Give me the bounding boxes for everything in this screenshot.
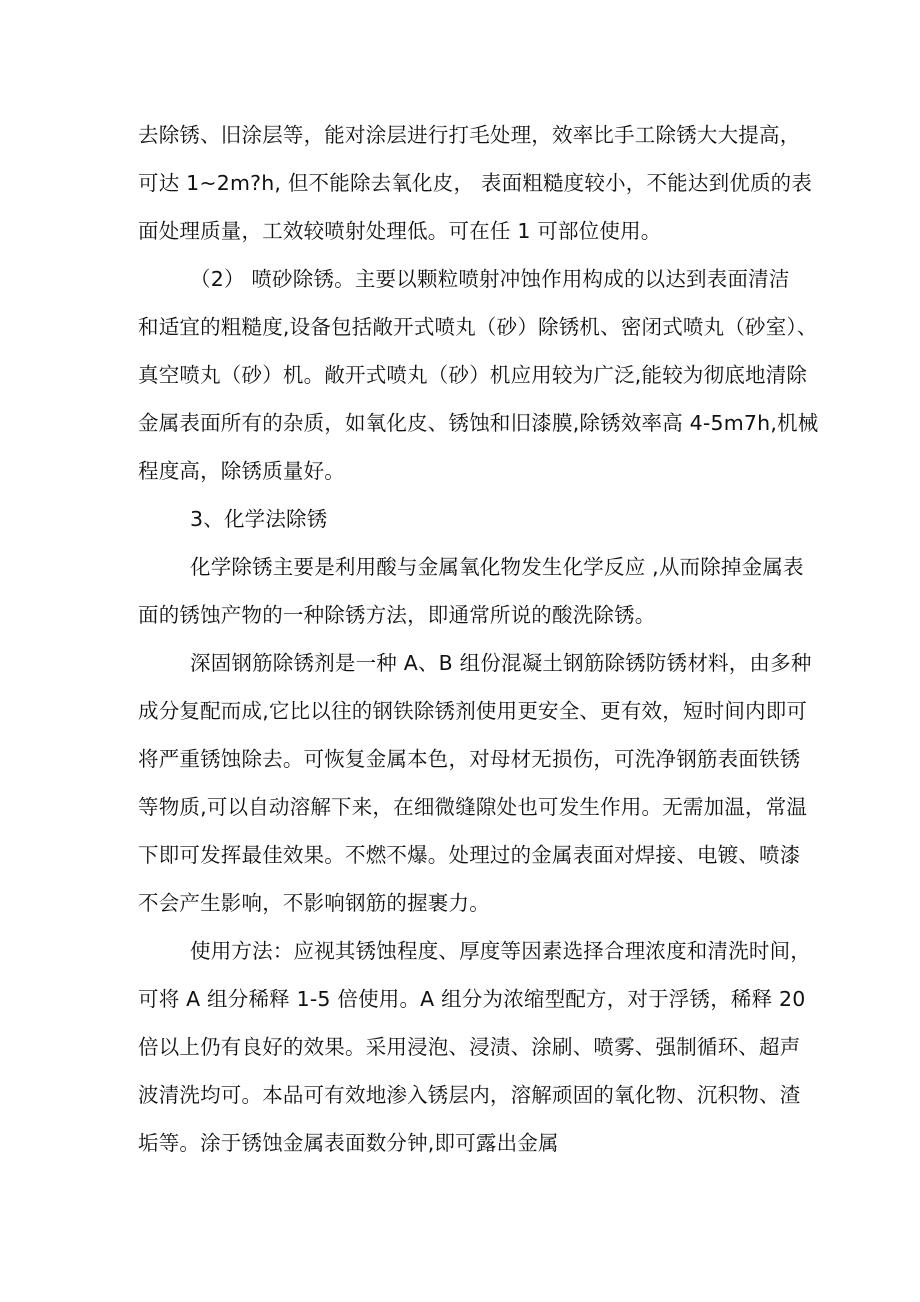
text-line: 金属表面所有的杂质，如氧化皮、锈蚀和旧漆膜,除锈效率高 4-5m7h,机械 (138, 411, 819, 435)
text-line: 波清洗均可。本品可有效地渗入锈层内，溶解顽固的氧化物、沉积物、渣 (138, 1083, 801, 1107)
section-heading: 3、化学法除锈 (190, 507, 328, 531)
text-line: 等物质,可以自动溶解下来，在细微缝隙处也可发生作用。无需加温，常温 (138, 795, 808, 819)
text-line: 和适宜的粗糙度,设备包括敞开式喷丸（砂）除锈机、密闭式喷丸（砂室）、 (138, 315, 818, 339)
text-line: 去除锈、旧涂层等，能对涂层进行打毛处理，效率比手工除锈大大提高， (138, 123, 801, 147)
text-line: 面处理质量，工效较喷射处理低。可在任 1 可部位使用。 (138, 219, 662, 243)
text-line: 可达 1~2m?h, 但不能除去氧化皮， 表面粗糙度较小，不能达到优质的表 (138, 171, 813, 195)
text-line: （2） 喷砂除锈。主要以颗粒喷射冲蚀作用构成的以达到表面清洁 (190, 267, 790, 291)
text-line: 将严重锈蚀除去。可恢复金属本色，对母材无损伤，可洗净钢筋表面铁锈 (138, 747, 801, 771)
text-line: 下即可发挥最佳效果。不燃不爆。处理过的金属表面对焊接、电镀、喷漆 (138, 843, 801, 867)
text-line: 倍以上仍有良好的效果。采用浸泡、浸渍、涂刷、喷雾、强制循环、超声 (138, 1035, 801, 1059)
text-line: 面的锈蚀产物的一种除锈方法，即通常所说的酸洗除锈。 (138, 603, 656, 627)
text-line: 可将 A 组分稀释 1-5 倍使用。A 组分为浓缩型配方，对于浮锈，稀释 20 (138, 987, 806, 1011)
text-line: 真空喷丸（砂）机。敞开式喷丸（砂）机应用较为广泛,能较为彻底地清除 (138, 363, 808, 387)
text-line: 成分复配而成,它比以往的钢铁除锈剂使用更安全、更有效，短时间内即可 (138, 699, 808, 723)
text-line: 垢等。涂于锈蚀金属表面数分钟,即可露出金属 (138, 1131, 559, 1155)
text-line: 深固钢筋除锈剂是一种 A、B 组份混凝土钢筋除锈防锈材料，由多种 (190, 651, 812, 675)
text-line: 使用方法：应视其锈蚀程度、厚度等因素选择合理浓度和清洗时间， (190, 939, 811, 963)
text-line: 程度高，除锈质量好。 (138, 459, 345, 483)
text-line: 化学除锈主要是利用酸与金属氧化物发生化学反应 ,从而除掉金属表 (190, 555, 804, 579)
text-line: 不会产生影响，不影响钢筋的握裹力。 (138, 891, 490, 915)
